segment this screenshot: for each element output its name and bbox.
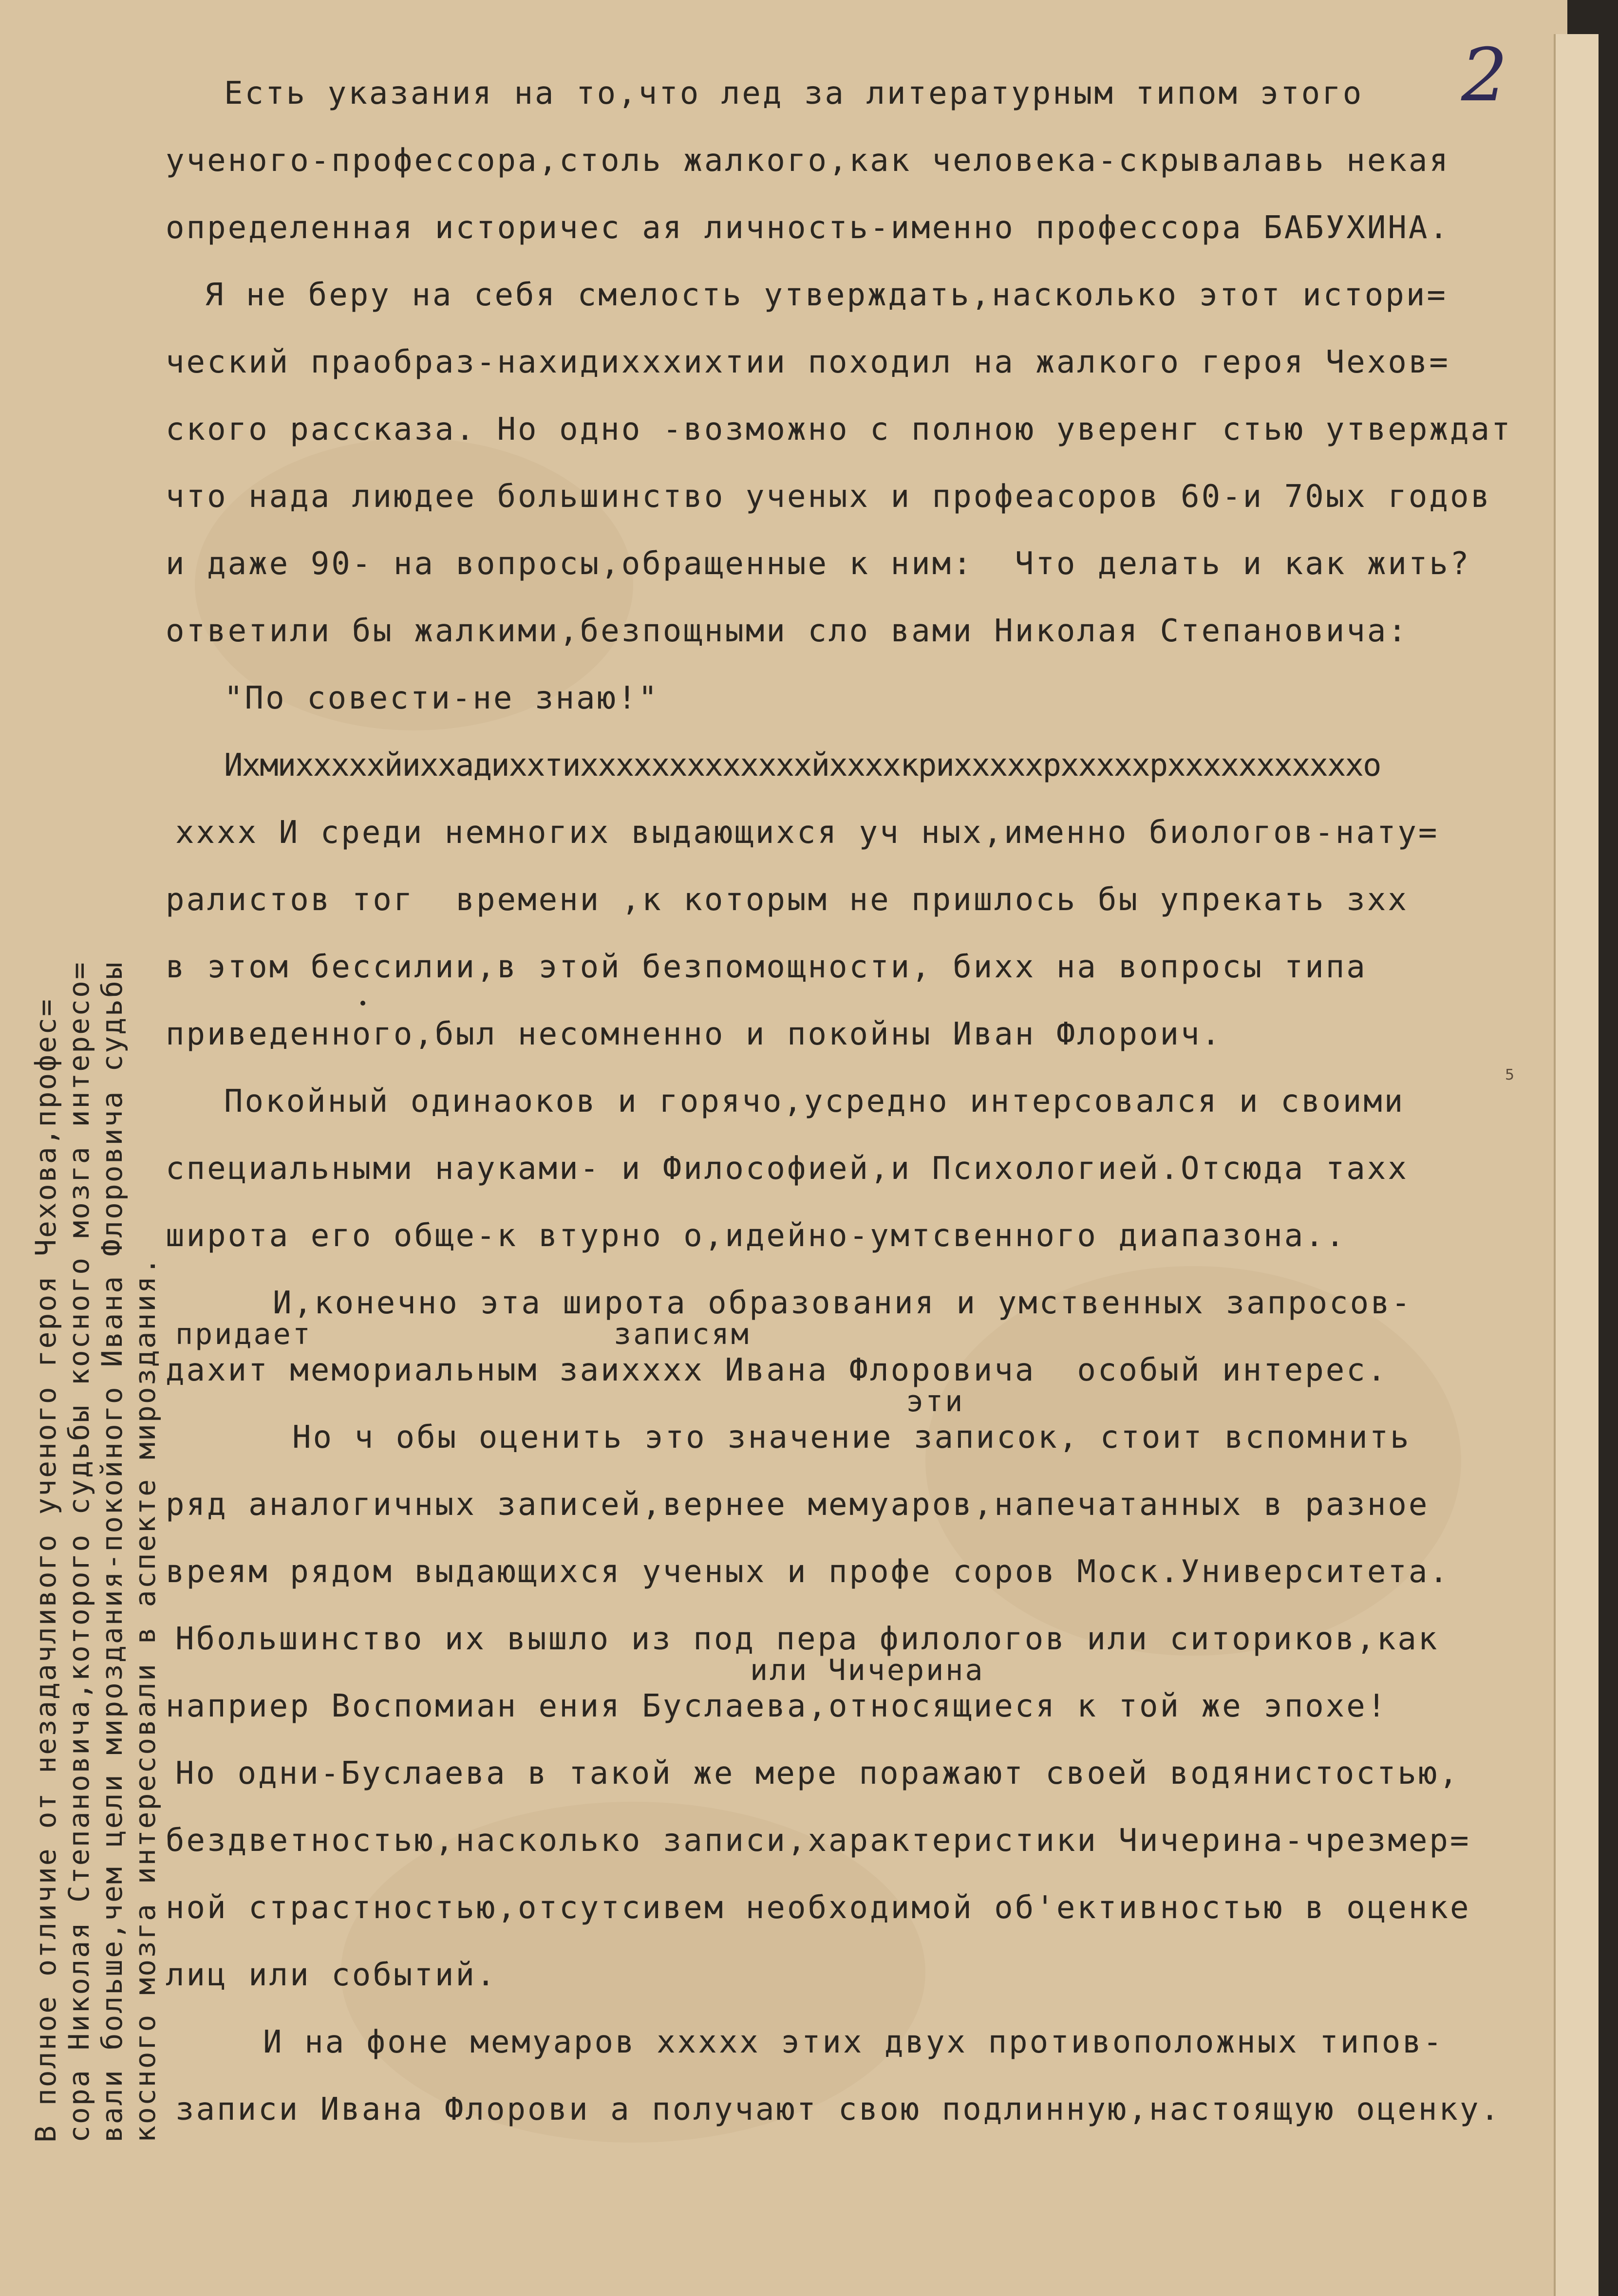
page-number: 2 bbox=[1461, 33, 1508, 118]
text-line: Но ч обы оценить это значение записок, стоит вспомнить bbox=[292, 1419, 1411, 1456]
text-line: и даже 90- на вопросы,обращенные к ним: Что делать и как жить? bbox=[166, 546, 1471, 582]
text-line: ралистов тог времени ,к которым не пришлось бы упрекать зхх bbox=[166, 882, 1409, 918]
background-strip bbox=[1599, 0, 1618, 2296]
text-line: хххх И среди немногих выдающихся уч ных,именно биологов-нату= bbox=[175, 815, 1439, 851]
handwritten-insert: придает bbox=[175, 1317, 312, 1351]
text-line: широта его обще-к втурно о,идейно-умтсвенного диапазона.. bbox=[166, 1218, 1347, 1254]
text-line: дахит мемориальным заихххх Ивана Флоровича особый интерес. bbox=[166, 1352, 1388, 1388]
text-line: И,конечно эта широта образования и умственных запросов- bbox=[273, 1285, 1412, 1321]
text-line: Есть указания на то,что лед за литературным типом этого bbox=[224, 75, 1364, 112]
text-line: Но одни-Буслаева в такой же мере поражают своей водянистостью, bbox=[175, 1755, 1460, 1792]
handwritten-insert: эти bbox=[906, 1384, 965, 1419]
margin-note-line: В полное отличие от незадачливого ученого героя Чехова,профес= bbox=[29, 998, 62, 2143]
text-line: Я не беру на себя смелость утверждать,насколько этот истори= bbox=[205, 277, 1448, 313]
vertical-margin-note bbox=[29, 730, 162, 2143]
text-line: наприер Воспомиан ения Буслаева,относящиеся к той же эпохе! bbox=[166, 1688, 1388, 1724]
margin-note-line: косного мозга интересовали в аспекте мироздания. bbox=[129, 1256, 162, 2143]
handwritten-insert: или Чичерина bbox=[750, 1653, 985, 1687]
text-line: приведенного,был несомненно и покойны Иван Флороич. bbox=[166, 1016, 1223, 1052]
text-line: определенная историчес ая личность-именно профессора БАБУХИНА. bbox=[166, 210, 1450, 246]
text-line: специальными науками- и Философией,и Психологией.Отсюда тахх bbox=[166, 1151, 1409, 1187]
text-line: ского рассказа. Но одно -возможно с полною уверенг стью утверждат bbox=[166, 411, 1512, 448]
text-line: ной страстностью,отсутсивем необходимой об'ективностью в оценке bbox=[166, 1890, 1471, 1926]
text-line: "По совести-не знаю!" bbox=[224, 680, 659, 716]
ink-dot bbox=[360, 1001, 365, 1006]
paper-stain bbox=[925, 1266, 1461, 1656]
text-line: что нада лиюдее большинство ученых и профеасоров 60-и 70ых годов bbox=[166, 479, 1491, 515]
text-line: И на фоне мемуаров ххххх этих двух противоположных типов- bbox=[263, 2024, 1444, 2060]
text-line: в этом бессилии,в этой безпомощности, бихх на вопросы типа bbox=[166, 949, 1367, 985]
text-line-struck: Ихмихххххйиххадиххтихххххххххххххйххххкрихххххрхххххрхххххххххххо bbox=[224, 747, 1381, 784]
text-line: записи Ивана Флорови а получают свою подлинную,настоящую оценку. bbox=[175, 2091, 1501, 2128]
text-line: ученого-профессора,столь жалкого,как человека-скрывалавь некая bbox=[166, 143, 1450, 179]
margin-note-line: сора Николая Степановича,которого судьбы косного мозга интересо= bbox=[62, 961, 95, 2143]
text-line: Покойный одинаоков и горячо,усредно интерсовался и своими bbox=[224, 1083, 1405, 1120]
text-line: Нбольшинство их вышло из под пера филологов или ситориков,как bbox=[175, 1621, 1439, 1657]
text-line: ческий праобраз-нахидихххихтии походил на жалкого героя Чехов= bbox=[166, 344, 1450, 380]
text-line: лиц или событий. bbox=[166, 1957, 497, 1993]
text-line: врeям рядом выдающихся ученых и профе соров Моск.Университета. bbox=[166, 1554, 1450, 1590]
text-line: ответили бы жалкими,безпощными сло вами Николая Степановича: bbox=[166, 613, 1409, 649]
margin-mark: 5 bbox=[1505, 1066, 1515, 1083]
text-line: бездветностью,насколько записи,характеристики Чичерина-чрезмер= bbox=[166, 1823, 1471, 1859]
margin-note-line: вали больше,чем цели мироздания-покойного Ивана Флоровича судьбы bbox=[95, 961, 129, 2143]
handwritten-insert: записям bbox=[614, 1317, 751, 1351]
text-line: ряд аналогичных записей,вернее мемуаров,напечатанных в разное bbox=[166, 1487, 1430, 1523]
